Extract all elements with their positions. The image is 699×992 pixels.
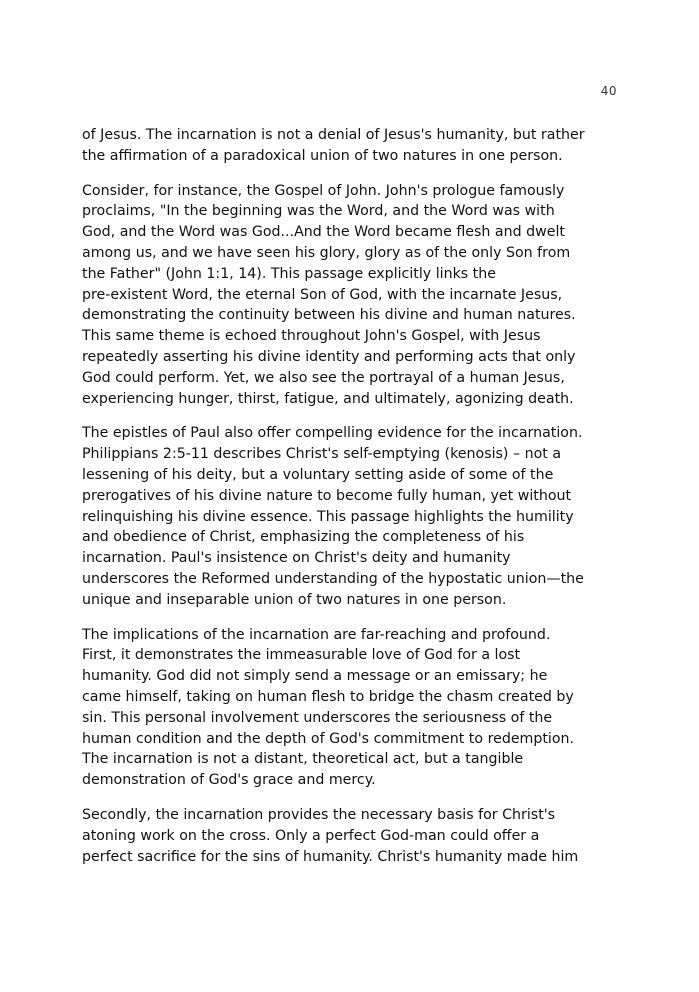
text-line: Secondly, the incarnation provides the necessary basis for Christ's [82, 806, 556, 823]
text-line: repeatedly asserting his divine identity and performing acts that only [82, 348, 576, 365]
text-line: God, and the Word was God...And the Word became flesh and dwelt [82, 224, 565, 241]
text-line: demonstrating the continuity between his divine and human natures. [82, 307, 576, 324]
text-line: experiencing hunger, thirst, fatigue, and ultimately, agonizing death. [82, 390, 574, 407]
text-line: pre-existent Word, the eternal Son of God, with the incarnate Jesus, [82, 286, 563, 303]
text-line: the Father" (John 1:1, 14). This passage explicitly links the [82, 265, 496, 282]
text-line: proclaims, "In the beginning was the Word, and the Word was with [82, 203, 555, 220]
text-line: among us, and we have seen his glory, glory as of the only Son from [82, 244, 571, 261]
paragraph-3 [82, 423, 622, 610]
page-content [82, 125, 622, 881]
paragraph-4 [82, 625, 622, 791]
text-line: relinquishing his divine essence. This passage highlights the humility [82, 508, 574, 525]
paragraph-1 [82, 125, 622, 167]
text-line: incarnation. Paul's insistence on Christ's deity and humanity [82, 550, 511, 567]
text-line: perfect sacrifice for the sins of humanity. Christ's humanity made him [82, 848, 579, 865]
text-line: God could perform. Yet, we also see the portrayal of a human Jesus, [82, 369, 565, 386]
text-line: prerogatives of his divine nature to become fully human, yet without [82, 487, 572, 504]
text-line: The incarnation is not a distant, theoretical act, but a tangible [82, 751, 524, 768]
text-line: demonstration of God's grace and mercy. [82, 772, 376, 789]
text-line: unique and inseparable union of two natures in one person. [82, 591, 507, 608]
text-line: of Jesus. The incarnation is not a denial of Jesus's humanity, but rather [82, 127, 585, 143]
text-line: First, it demonstrates the immeasurable love of God for a lost [82, 647, 521, 664]
text-line: This same theme is echoed throughout John's Gospel, with Jesus [82, 328, 541, 345]
text-line: human condition and the depth of God's commitment to redemption. [82, 730, 575, 747]
text-line: lessening of his deity, but a voluntary setting aside of some of the [82, 466, 554, 483]
text-line: sin. This personal involvement underscores the seriousness of the [82, 709, 553, 726]
text-line: The implications of the incarnation are far-reaching and profound. [82, 626, 551, 643]
page-number: 40 [600, 84, 617, 98]
text-line: and obedience of Christ, emphasizing the completeness of his [82, 529, 525, 546]
paragraph-5 [82, 805, 622, 867]
text-line: The epistles of Paul also offer compelling evidence for the incarnation. [82, 425, 583, 442]
text-line: underscores the Reformed understanding of the hypostatic union—the [82, 570, 584, 587]
text-line: the affirmation of a paradoxical union of two natures in one person. [82, 147, 563, 164]
text-line: Consider, for instance, the Gospel of John. John's prologue famously [82, 182, 565, 199]
paragraph-2 [82, 181, 622, 410]
text-line: humanity. God did not simply send a message or an emissary; he [82, 668, 548, 685]
text-line: Philippians 2:5-11 describes Christ's self-emptying (kenosis) – not a [82, 446, 562, 463]
text-line: atoning work on the cross. Only a perfect God-man could offer a [82, 827, 540, 844]
text-line: came himself, taking on human flesh to bridge the chasm created by [82, 688, 574, 705]
